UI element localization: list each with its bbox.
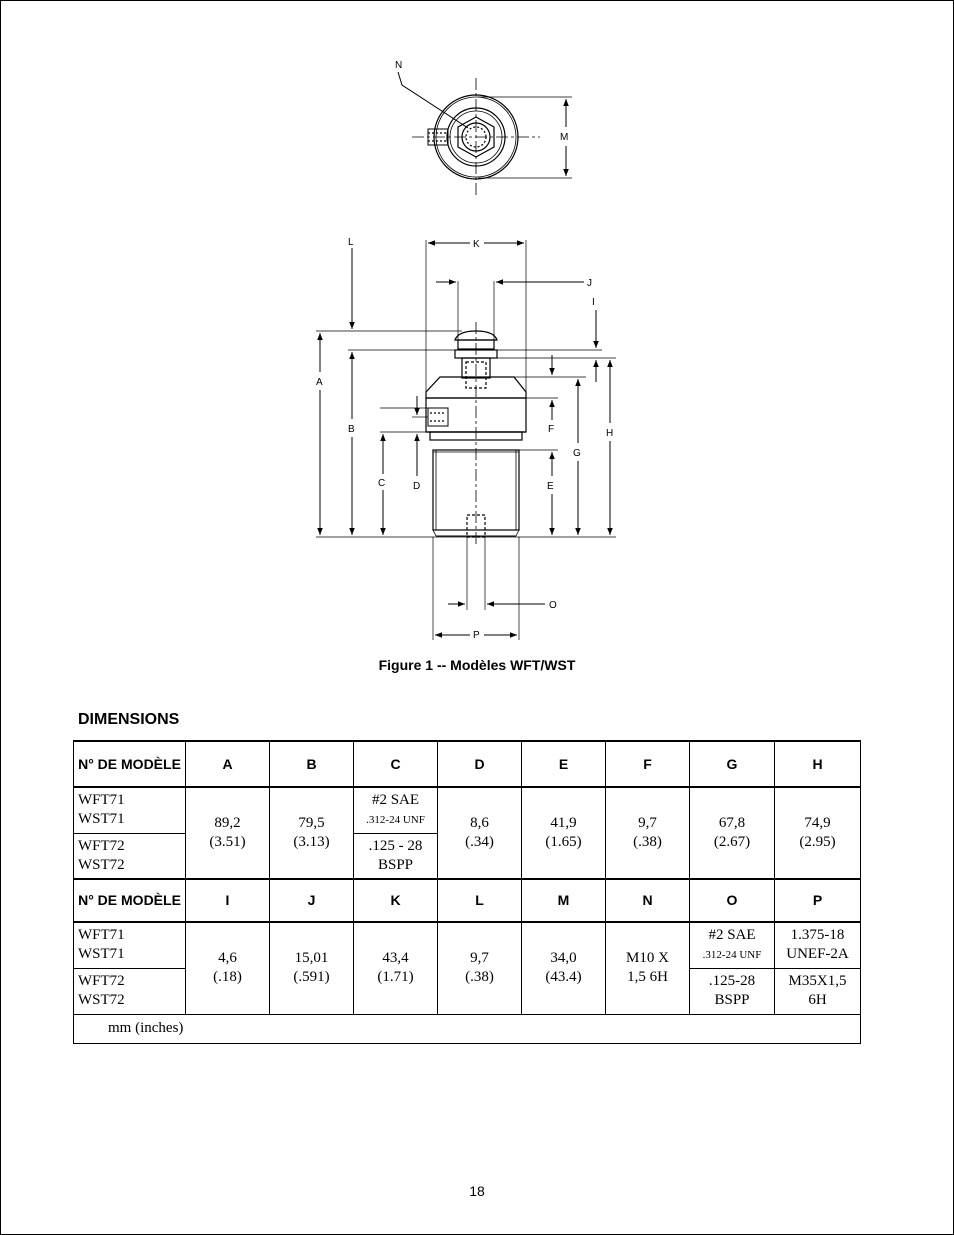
label-N: N bbox=[395, 60, 403, 71]
label-I: I bbox=[592, 297, 595, 308]
header-row-1 bbox=[74, 741, 861, 787]
units-note: mm (inches) bbox=[74, 1014, 861, 1043]
model-header: N° DE MODÈLE bbox=[74, 741, 186, 787]
value-H: 74,9 (2.95) bbox=[775, 787, 861, 879]
col-header-F: F bbox=[606, 741, 690, 787]
label-J: J bbox=[587, 278, 592, 289]
label-K: K bbox=[473, 239, 480, 250]
value-N: M10 X 1,5 6H bbox=[606, 922, 690, 1014]
side-view bbox=[316, 240, 616, 640]
col-header-I: I bbox=[186, 879, 270, 922]
label-D: D bbox=[413, 481, 421, 492]
value-P-metric: M35X1,5 6H bbox=[775, 968, 861, 1014]
label-A: A bbox=[316, 377, 323, 388]
label-O: O bbox=[549, 600, 557, 611]
label-E: E bbox=[547, 481, 554, 492]
value-F: 9,7 (.38) bbox=[606, 787, 690, 879]
table-row bbox=[74, 922, 861, 968]
units-row bbox=[74, 1014, 861, 1043]
label-L: L bbox=[348, 237, 354, 248]
value-M: 34,0 (43.4) bbox=[522, 922, 606, 1014]
col-header-C: C bbox=[354, 741, 438, 787]
value-C-bspp: .125 - 28 BSPP bbox=[354, 833, 438, 879]
value-P-unef: 1.375-18 UNEF-2A bbox=[775, 922, 861, 968]
dimensions-title: DIMENSIONS bbox=[78, 711, 180, 728]
value-B: 79,5 (3.13) bbox=[270, 787, 354, 879]
top-view bbox=[398, 72, 572, 195]
value-G: 67,8 (2.67) bbox=[690, 787, 775, 879]
value-K: 43,4 (1.71) bbox=[354, 922, 438, 1014]
page-number: 18 bbox=[469, 1183, 485, 1199]
model-cell: WFT71 WST71 bbox=[74, 787, 186, 833]
model-cell: WFT71 WST71 bbox=[74, 922, 186, 968]
col-header-G: G bbox=[690, 741, 775, 787]
label-B: B bbox=[348, 424, 355, 435]
col-header-K: K bbox=[354, 879, 438, 922]
col-header-B: B bbox=[270, 741, 354, 787]
col-header-E: E bbox=[522, 741, 606, 787]
model-cell: WFT72 WST72 bbox=[74, 833, 186, 879]
label-F: F bbox=[548, 424, 555, 435]
value-D: 8,6 (.34) bbox=[438, 787, 522, 879]
col-header-M: M bbox=[522, 879, 606, 922]
col-header-J: J bbox=[270, 879, 354, 922]
table-row bbox=[74, 787, 861, 833]
col-header-N: N bbox=[606, 879, 690, 922]
value-O-bspp: .125-28 BSPP bbox=[690, 968, 775, 1014]
figure-caption: Figure 1 -- Modèles WFT/WST bbox=[378, 657, 576, 673]
label-P: P bbox=[473, 630, 480, 641]
header-row-2 bbox=[74, 879, 861, 922]
label-M: M bbox=[560, 132, 569, 143]
label-C: C bbox=[378, 478, 386, 489]
label-G: G bbox=[573, 448, 581, 459]
col-header-D: D bbox=[438, 741, 522, 787]
dimensions-table bbox=[73, 740, 861, 1044]
value-E: 41,9 (1.65) bbox=[522, 787, 606, 879]
col-header-A: A bbox=[186, 741, 270, 787]
col-header-O: O bbox=[690, 879, 775, 922]
value-L: 9,7 (.38) bbox=[438, 922, 522, 1014]
model-cell: WFT72 WST72 bbox=[74, 968, 186, 1014]
value-I: 4,6 (.18) bbox=[186, 922, 270, 1014]
value-O-sae: #2 SAE .312-24 UNF bbox=[690, 922, 775, 968]
value-C-sae: #2 SAE .312-24 UNF bbox=[354, 787, 438, 833]
col-header-H: H bbox=[775, 741, 861, 787]
label-H: H bbox=[606, 428, 614, 439]
value-J: 15,01 (.591) bbox=[270, 922, 354, 1014]
col-header-P: P bbox=[775, 879, 861, 922]
model-header: N° DE MODÈLE bbox=[74, 879, 186, 922]
col-header-L: L bbox=[438, 879, 522, 922]
value-A: 89,2 (3.51) bbox=[186, 787, 270, 879]
